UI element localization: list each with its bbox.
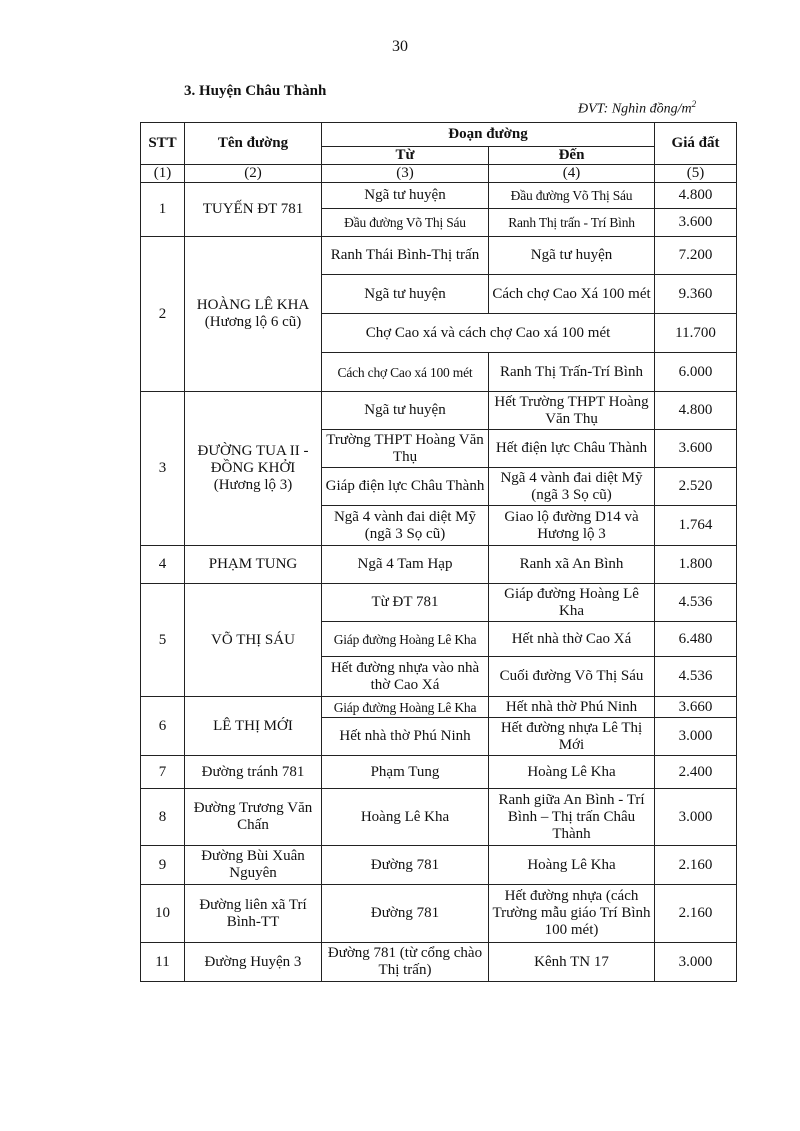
from-cell: Từ ĐT 781 [322,584,489,622]
table-row [141,885,737,943]
stt-cell: 7 [141,756,185,789]
from-cell: Ranh Thái Bình-Thị trấn [322,237,489,275]
stt-cell: 2 [141,237,185,392]
unit-note [578,99,696,118]
page-number: 30 [392,38,408,55]
price-cell: 4.800 [655,392,737,430]
price-cell: 1.800 [655,546,737,584]
price-cell: 2.160 [655,885,737,943]
table-row [141,237,737,275]
from-cell: Ngã 4 vành đai diệt Mỹ (ngã 3 Sọ cũ) [322,506,489,546]
price-cell: 2.160 [655,846,737,885]
to-cell: Ranh xã An Bình [489,546,655,584]
to-cell: Hết Trường THPT Hoàng Văn Thụ [489,392,655,430]
header-index-3: (3) [322,165,489,183]
to-cell: Ngã tư huyện [489,237,655,275]
unit-superscript: 2 [691,99,697,109]
price-cell: 3.600 [655,430,737,468]
table-row [141,546,737,584]
to-cell: Cuối đường Võ Thị Sáu [489,657,655,697]
road-name-cell: Đường liên xã Trí Bình-TT [185,885,322,943]
road-name-cell: ĐƯỜNG TUA II - ĐỒNG KHỞI (Hương lộ 3) [185,392,322,546]
header-index-4: (4) [489,165,655,183]
stt-cell: 9 [141,846,185,885]
road-name-cell: VÕ THỊ SÁU [185,584,322,697]
from-cell: Ngã tư huyện [322,392,489,430]
table-row [141,943,737,982]
stt-cell: 6 [141,697,185,756]
land-price-table [140,122,737,982]
price-cell: 2.520 [655,468,737,506]
to-cell: Ngã 4 vành đai diệt Mỹ (ngã 3 Sọ cũ) [489,468,655,506]
stt-cell: 10 [141,885,185,943]
to-cell: Hết nhà thờ Phú Ninh [489,697,655,718]
to-cell: Hoàng Lê Kha [489,846,655,885]
price-cell: 3.000 [655,789,737,846]
road-name-cell: TUYẾN ĐT 781 [185,183,322,237]
road-name-cell: Đường Trương Văn Chấn [185,789,322,846]
stt-cell: 8 [141,789,185,846]
header-segment: Đoạn đường [322,123,655,147]
price-cell: 4.536 [655,584,737,622]
to-cell: Ranh giữa An Bình - Trí Bình – Thị trấn Châu Thành [489,789,655,846]
from-cell: Giáp điện lực Châu Thành [322,468,489,506]
price-cell: 3.660 [655,697,737,718]
to-cell: Hết đường nhựa Lê Thị Mới [489,718,655,756]
header-to: Đến [489,147,655,165]
to-cell: Hết nhà thờ Cao Xá [489,622,655,657]
table-row [141,846,737,885]
header-index-1: (1) [141,165,185,183]
from-cell: Ngã tư huyện [322,183,489,209]
table-row [141,183,737,209]
price-cell: 4.536 [655,657,737,697]
to-cell: Giáp đường Hoàng Lê Kha [489,584,655,622]
to-cell: Giao lộ đường D14 và Hương lộ 3 [489,506,655,546]
header-index-5: (5) [655,165,737,183]
price-cell: 3.600 [655,209,737,237]
price-cell: 9.360 [655,275,737,314]
from-cell: Đường 781 [322,885,489,943]
price-cell: 6.000 [655,353,737,392]
header-from: Từ [322,147,489,165]
section-title: 3. Huyện Châu Thành [184,83,327,99]
to-cell: Hoàng Lê Kha [489,756,655,789]
table-row [141,789,737,846]
merged-segment-cell: Chợ Cao xá và cách chợ Cao xá 100 mét [322,314,655,353]
road-name-cell: PHẠM TUNG [185,546,322,584]
from-cell: Đường 781 [322,846,489,885]
price-cell: 2.400 [655,756,737,789]
to-cell: Ranh Thị trấn - Trí Bình [489,209,655,237]
to-cell: Hết điện lực Châu Thành [489,430,655,468]
from-cell: Đầu đường Võ Thị Sáu [322,209,489,237]
unit-text: ĐVT: Nghìn đồng/m [578,101,692,117]
price-cell: 6.480 [655,622,737,657]
to-cell: Kênh TN 17 [489,943,655,982]
header-price: Giá đất [655,123,737,165]
stt-cell: 3 [141,392,185,546]
road-name-cell: HOÀNG LÊ KHA (Hương lộ 6 cũ) [185,237,322,392]
price-cell: 3.000 [655,718,737,756]
from-cell: Đường 781 (từ cổng chào Thị trấn) [322,943,489,982]
table-row [141,697,737,718]
stt-cell: 4 [141,546,185,584]
header-road-name: Tên đường [185,123,322,165]
from-cell: Ngã tư huyện [322,275,489,314]
price-cell: 3.000 [655,943,737,982]
from-cell: Hết nhà thờ Phú Ninh [322,718,489,756]
from-cell: Giáp đường Hoàng Lê Kha [322,697,489,718]
road-name-cell: Đường Huyện 3 [185,943,322,982]
road-name-cell: Đường Bùi Xuân Nguyên [185,846,322,885]
header-index-2: (2) [185,165,322,183]
from-cell: Cách chợ Cao xá 100 mét [322,353,489,392]
to-cell: Cách chợ Cao Xá 100 mét [489,275,655,314]
price-cell: 4.800 [655,183,737,209]
to-cell: Đầu đường Võ Thị Sáu [489,183,655,209]
from-cell: Phạm Tung [322,756,489,789]
table-row [141,756,737,789]
to-cell: Ranh Thị Trấn-Trí Bình [489,353,655,392]
from-cell: Hoàng Lê Kha [322,789,489,846]
stt-cell: 5 [141,584,185,697]
price-cell: 11.700 [655,314,737,353]
road-name-cell: Đường tránh 781 [185,756,322,789]
from-cell: Ngã 4 Tam Hạp [322,546,489,584]
header-stt: STT [141,123,185,165]
table-row [141,392,737,430]
price-cell: 7.200 [655,237,737,275]
stt-cell: 1 [141,183,185,237]
from-cell: Trường THPT Hoàng Văn Thụ [322,430,489,468]
stt-cell: 11 [141,943,185,982]
from-cell: Hết đường nhựa vào nhà thờ Cao Xá [322,657,489,697]
to-cell: Hết đường nhựa (cách Trường mẫu giáo Trí Bình 100 mét) [489,885,655,943]
price-cell: 1.764 [655,506,737,546]
table-row [141,584,737,622]
road-name-cell: LÊ THỊ MỚI [185,697,322,756]
from-cell: Giáp đường Hoàng Lê Kha [322,622,489,657]
